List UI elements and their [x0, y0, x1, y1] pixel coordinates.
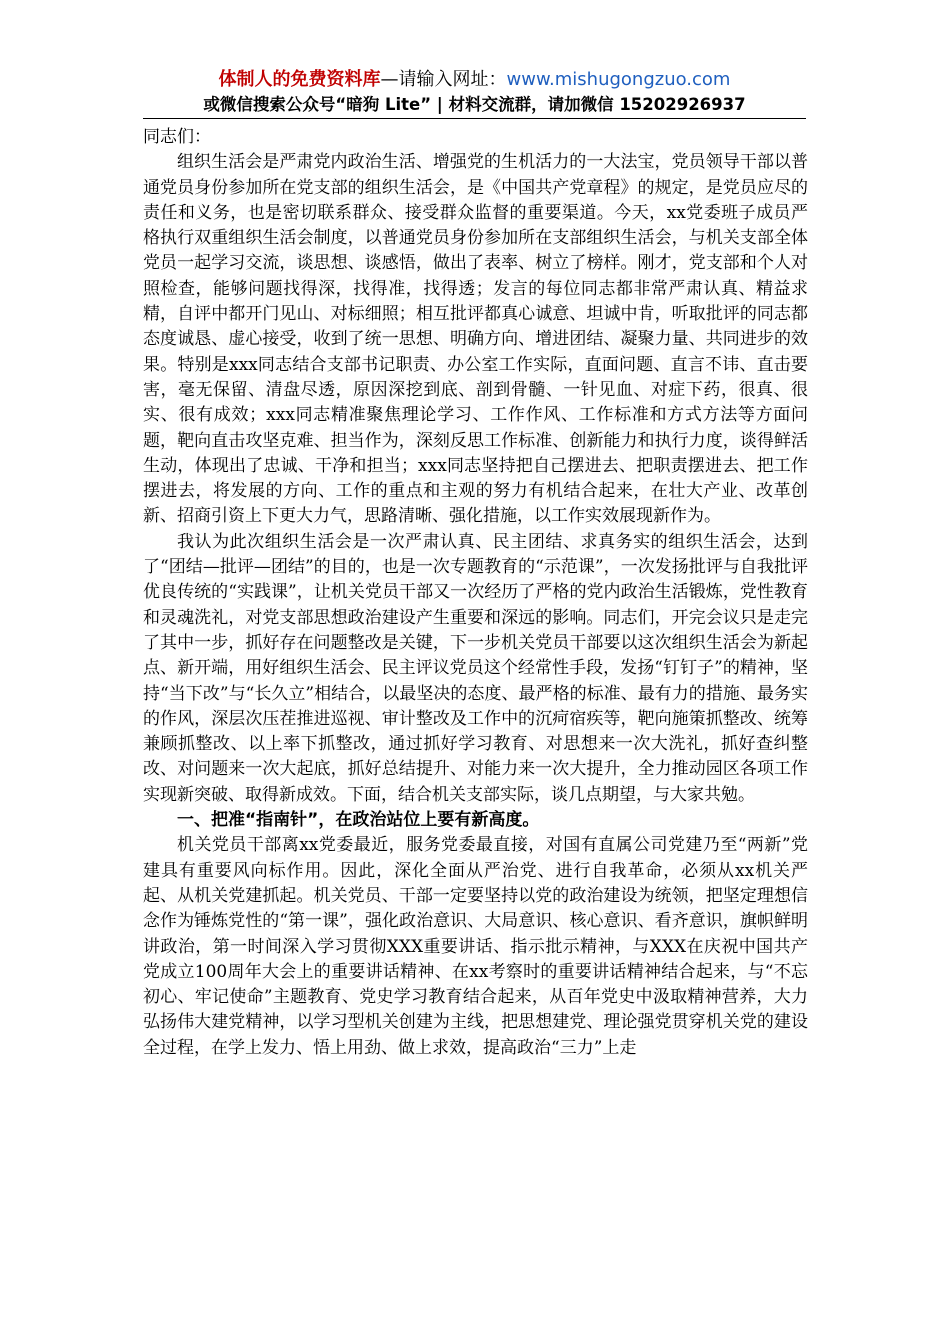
paragraph: 机关党员干部离xx党委最近，服务党委最直接，对国有直属公司党建乃至“两新”党建具有重要风向标作用。因此，深化全面从严治党、进行自我革命，必须从xx机关严起、从机关党建抓起。机关党员、干部一定要坚持以党的政治建设为统领，把坚定理想信念作为锤炼党性的“第一课”，强化政治意识、大局意识、核心意识、看齐意识，旗帜鲜明讲政治，第一时间深入学习贯彻XXX重要讲话、指示批示精神，与XXX在庆祝中国共产党成立100周年大会上的重要讲话精神、在xx考察时的重要讲话精神结合起来，与“不忘初心、牢记使命”主题教育、党史学习教育结合起来，从百年党史中汲取精神营养，大力弘扬伟大建党精神，以学习型机关创建为主线，把思想建党、理论强党贯穿机关党的建设全过程，在学上发力、悟上用劲、做上求效，提高政治“三力”上走	[143, 835, 808, 1058]
salutation: 同志们：	[143, 127, 211, 147]
header-url-link[interactable]: www.mishugongzuo.com	[506, 69, 731, 90]
document-body	[143, 125, 808, 1061]
paragraph: 我认为此次组织生活会是一次严肃认真、民主团结、求真务实的组织生活会，达到了“团结—批评—团结”的目的，也是一次专题教育的“示范课”，一次发扬批评与自我批评优良传统的“实践课”，让机关党员干部又一次经历了严格的党内政治生活锻炼，党性教育和灵魂洗礼，对党支部思想政治建设产生重要和深远的影响。同志们，开完会议只是走完了其中一步，抓好存在问题整改是关键，下一步机关党员干部要以这次组织生活会为新起点、新开端，用好组织生活会、民主评议党员这个经常性手段，发扬“钉钉子”的精神，坚持“当下改”与“长久立”相结合，以最坚决的态度、最严格的标准、最有力的措施、最务实的作风，深层次压茬推进巡视、审计整改及工作中的沉疴宿疾等，靶向施策抓整改、统筹兼顾抓整改、以上率下抓整改，通过抓好学习教育、对思想来一次大洗礼，抓好查纠整改、对问题来一次大起底，抓好总结提升、对能力来一次大提升，全力推动园区各项工作实现新突破、取得新成效。下面，结合机关支部实际，谈几点期望，与大家共勉。	[143, 531, 808, 805]
page-header	[143, 66, 806, 119]
section-heading: 一、把准“指南针”，在政治站位上要有新高度。	[177, 810, 540, 831]
header-line-1	[143, 66, 806, 94]
header-brand: 体制人的免费资料库	[218, 69, 381, 90]
paragraph: 组织生活会是严肃党内政治生活、增强党的生机活力的一大法宝，党员领导干部以普通党员身份参加所在党支部的组织生活会，是《中国共产党章程》的规定，是党员应尽的责任和义务，也是密切联系群众、接受群众监督的重要渠道。今天，xx党委班子成员严格执行双重组织生活会制度，以普通党员身份参加所在支部组织生活会，与机关支部全体党员一起学习交流，谈思想、谈感悟，做出了表率、树立了榜样。刚才，党支部和个人对照检查，能够问题找得深，找得准，找得透；发言的每位同志都非常严肃认真、精益求精，自评中都开门见山、对标细照；相互批评都真心诚意、坦诚中肯，听取批评的同志都态度诚恳、虚心接受，收到了统一思想、明确方向、增进团结、凝聚力量、共同进步的效果。特别是xxx同志结合支部书记职责、办公室工作实际，直面问题、直言不讳、直击要害，毫无保留、清盘尽透，原因深挖到底、剖到骨髓、一针见血、对症下药，很真、很实、很有成效；xxx同志精准聚焦理论学习、工作作风、工作标准和方式方法等方面问题，靶向直击攻坚克难、担当作为，深刻反思工作标准、创新能力和执行力度，谈得鲜活生动，体现出了忠诚、干净和担当；xxx同志坚持把自己摆进去、把职责摆进去、把工作摆进去，将发展的方向、工作的重点和主观的努力有机结合起来，在壮大产业、改革创新、招商引资上下更大力气，思路清晰、强化措施，以工作实效展现新作为。	[143, 152, 808, 527]
header-line-2: 或微信搜索公众号“暗狗 Lite” | 材料交流群，请加微信 15202926937	[203, 95, 746, 114]
header-prompt: —请输入网址：	[380, 69, 507, 90]
